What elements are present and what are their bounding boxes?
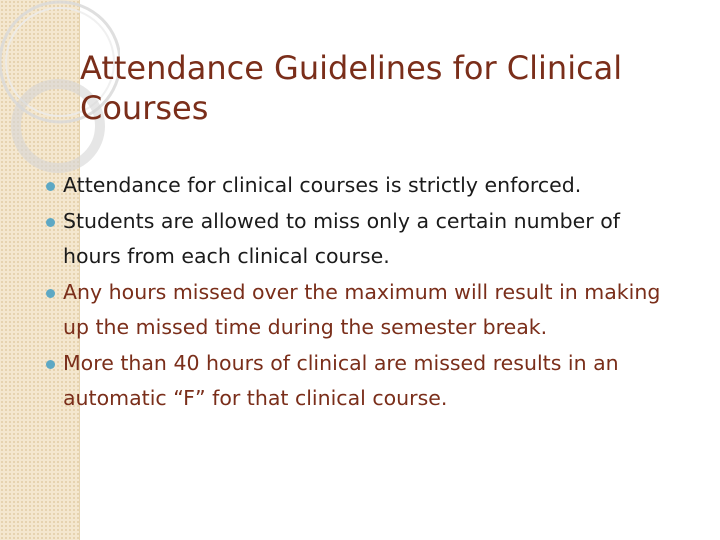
bullet-marker-icon bbox=[46, 218, 55, 227]
slide-title bbox=[80, 48, 680, 128]
bullet-text: Attendance for clinical courses is strictly enforced. bbox=[63, 173, 582, 197]
bullet-marker-icon bbox=[46, 289, 55, 298]
bullet-marker-icon bbox=[46, 182, 55, 191]
bullet-marker-icon bbox=[46, 360, 55, 369]
bullet-text: Any hours missed over the maximum will result in making up the missed time during the semester break. bbox=[63, 279, 661, 339]
bullet-item bbox=[44, 168, 684, 204]
slide-title-line-1: Attendance Guidelines for Clinical bbox=[80, 49, 623, 87]
bullet-item bbox=[44, 204, 684, 275]
slide-title-line-2: Courses bbox=[80, 89, 209, 127]
bullet-text: Students are allowed to miss only a certain number of hours from each clinical course. bbox=[63, 208, 620, 268]
bullet-text: More than 40 hours of clinical are missed results in an automatic “F” for that clinical course. bbox=[63, 350, 619, 410]
bullet-item bbox=[44, 346, 684, 417]
bullet-item bbox=[44, 275, 684, 346]
bullet-list bbox=[44, 168, 684, 417]
